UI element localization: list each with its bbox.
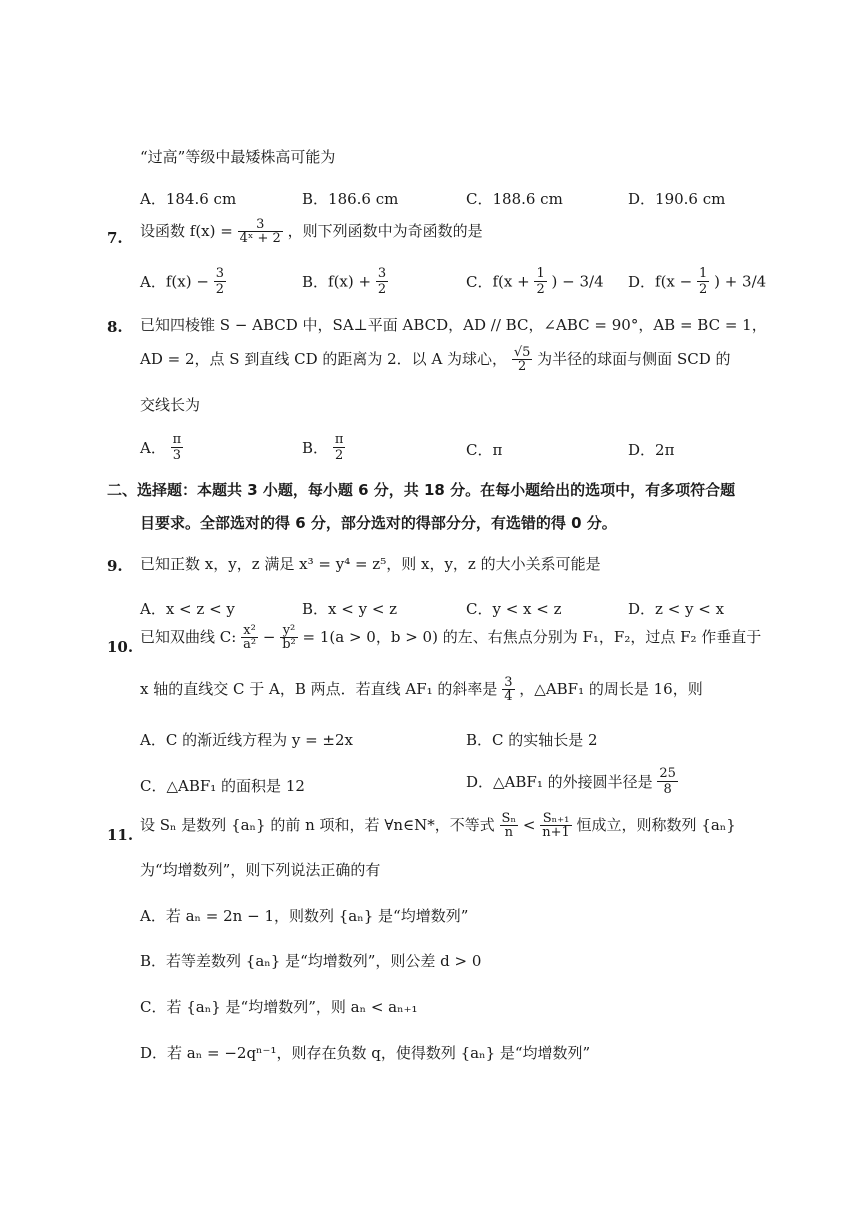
q9-stem: 已知正数 x，y，z 满足 x³ = y⁴ = z⁵，则 x，y，z 的大小关系可能是 bbox=[140, 555, 601, 573]
q10-frac-y-num: y² bbox=[280, 624, 298, 638]
q7-opt-c-den: 2 bbox=[536, 282, 545, 297]
q7-frac-den: 4ˣ + 2 bbox=[239, 231, 281, 246]
q9-option-a: A．x < z < y bbox=[140, 600, 235, 618]
q7-stem-post: ，则下列函数中为奇函数的是 bbox=[287, 222, 483, 240]
q9-option-b: B．x < y < z bbox=[302, 600, 398, 618]
q11-line1-mid: < bbox=[522, 816, 536, 834]
q7-opt-c-post: ) − 3/4 bbox=[551, 272, 604, 291]
q7-stem-pre: 设函数 f(x) = bbox=[140, 222, 233, 240]
q8-line1: 已知四棱锥 S − ABCD 中，SA⊥平面 ABCD，AD // BC，∠ABC = 90°，AB = BC = 1， bbox=[140, 316, 767, 334]
q8-opt-b-label: B． bbox=[302, 439, 329, 457]
q9-option-d: D．z < y < x bbox=[628, 600, 725, 618]
q11-frac-right-num: Sₙ₊₁ bbox=[540, 812, 572, 826]
q11-frac-left-den: n bbox=[504, 825, 513, 840]
q9-number: 9. bbox=[107, 557, 123, 575]
q7-option-a bbox=[140, 266, 226, 297]
q10-frac-x-num: x² bbox=[241, 624, 258, 638]
q8-option-b bbox=[302, 432, 345, 463]
q8-radius-den: 2 bbox=[517, 359, 527, 374]
q7-stem bbox=[140, 218, 483, 245]
q11-frac-left bbox=[500, 812, 519, 839]
q11-option-a: A．若 aₙ = 2n − 1，则数列 {aₙ} 是“均增数列” bbox=[140, 907, 469, 925]
q10-opt-d-frac bbox=[657, 766, 678, 797]
q11-line1 bbox=[140, 812, 736, 839]
q10-frac-x bbox=[241, 624, 258, 651]
q11-option-c: C．若 {aₙ} 是“均增数列”，则 aₙ < aₙ₊₁ bbox=[140, 998, 418, 1016]
q8-option-c bbox=[466, 439, 502, 460]
q7-opt-d-num: 1 bbox=[699, 266, 708, 281]
q10-option-c: C．△ABF₁ 的面积是 12 bbox=[140, 777, 305, 795]
q8-number: 8. bbox=[107, 318, 123, 336]
q10-option-a: A．C 的渐近线方程为 y = ±2x bbox=[140, 731, 353, 749]
q8-opt-a-den: 3 bbox=[172, 448, 182, 463]
q10-slope-den: 4 bbox=[504, 689, 513, 704]
q7-opt-b-num: 3 bbox=[377, 266, 387, 281]
q11-number: 11. bbox=[107, 826, 134, 844]
q7-opt-b-den: 2 bbox=[377, 282, 387, 297]
q10-frac-x-den: a² bbox=[243, 637, 257, 652]
q7-opt-c-label: C． bbox=[466, 273, 493, 291]
section2-heading-cont: 目要求。全部选对的得 6 分，部分选对的得部分分，有选错的得 0 分。 bbox=[140, 514, 617, 532]
q8-opt-c-text: π bbox=[492, 441, 503, 459]
q7-opt-d-frac bbox=[697, 266, 709, 297]
q7-frac-num: 3 bbox=[238, 218, 283, 232]
q10-slope-frac bbox=[502, 676, 514, 703]
q8-radius-frac bbox=[512, 346, 533, 373]
q11-option-d: D．若 aₙ = −2qⁿ⁻¹，则存在负数 q，使得数列 {aₙ} 是“均增数列” bbox=[140, 1044, 591, 1062]
q10-line2-pre: x 轴的直线交 C 于 A，B 两点．若直线 AF₁ 的斜率是 bbox=[140, 680, 498, 698]
q6-option-b: B．186.6 cm bbox=[302, 190, 399, 208]
q7-opt-d-den: 2 bbox=[699, 282, 708, 297]
q7-opt-d-post: ) + 3/4 bbox=[714, 272, 767, 291]
q7-opt-b-pre: f(x) + bbox=[328, 272, 372, 291]
q7-opt-a-label: A． bbox=[140, 273, 166, 291]
q10-line2-post: ，△ABF₁ 的周长是 16，则 bbox=[519, 680, 703, 698]
q11-frac-right bbox=[540, 812, 572, 839]
q8-opt-a-label: A． bbox=[140, 439, 166, 457]
q6-continuation: “过高”等级中最矮株高可能为 bbox=[140, 148, 336, 166]
q7-option-c bbox=[466, 266, 604, 297]
q8-opt-b-num: π bbox=[334, 432, 344, 447]
q7-opt-b-frac bbox=[376, 266, 388, 297]
q10-line1: 已知双曲线 C: $\frac{\text{x²}}{\text{a²}}$ − $\frac{\text{y²}}{\text{b²}}$ = 1(a > 0，b > 0) 的左、右焦点分别为 F₁，F₂，过点 F₂ 作垂直于 bbox=[140, 623, 762, 652]
q7-option-b bbox=[302, 266, 388, 297]
q10-slope-num: 3 bbox=[504, 675, 513, 690]
q10-frac-y bbox=[280, 624, 298, 651]
q10-frac-y-den: b² bbox=[282, 637, 296, 652]
q8-opt-a-num: π bbox=[172, 432, 182, 447]
q10-opt-d-den: 8 bbox=[663, 782, 672, 797]
q11-frac-right-den: n+1 bbox=[542, 825, 570, 840]
q7-opt-d-label: D． bbox=[628, 273, 656, 291]
q8-option-a bbox=[140, 432, 183, 463]
section2-heading: 二、选择题：本题共 3 小题，每小题 6 分，共 18 分。在每小题给出的选项中，有多项符合题 bbox=[107, 481, 736, 499]
q10-option-d bbox=[466, 766, 678, 797]
q8-line2 bbox=[140, 346, 731, 373]
q7-option-d bbox=[628, 266, 766, 297]
q8-opt-a-frac bbox=[171, 432, 184, 463]
q7-opt-a-den: 2 bbox=[215, 282, 224, 297]
q8-opt-d-label: D． bbox=[628, 441, 656, 459]
q10-line2 bbox=[140, 676, 703, 703]
q10-number: 10. bbox=[107, 638, 134, 656]
q8-line3: 交线长为 bbox=[140, 396, 201, 414]
q7-opt-a-frac bbox=[214, 266, 226, 297]
q10-opt-d-num: 25 bbox=[659, 766, 676, 781]
q11-line2: 为“均增数列”，则下列说法正确的有 bbox=[140, 861, 381, 879]
q6-option-d: D．190.6 cm bbox=[628, 190, 726, 208]
q8-opt-b-frac bbox=[333, 432, 346, 463]
q8-line2-post: 为半径的球面与侧面 SCD 的 bbox=[537, 350, 731, 368]
q7-opt-b-label: B． bbox=[302, 273, 329, 291]
q6-option-a: A．184.6 cm bbox=[140, 190, 237, 208]
q8-radius-num: √5 bbox=[513, 345, 531, 360]
q7-fraction bbox=[238, 218, 283, 245]
q10-line1-pre: 已知双曲线 C: bbox=[140, 628, 237, 646]
q7-number: 7. bbox=[107, 229, 123, 247]
q8-opt-d-text: 2π bbox=[655, 441, 675, 459]
q7-opt-c-frac bbox=[534, 266, 546, 297]
q11-line1-post: 恒成立，则称数列 {aₙ} bbox=[576, 816, 736, 834]
q7-opt-a-pre: f(x) − bbox=[165, 272, 209, 291]
q7-opt-d-pre: f(x − bbox=[655, 272, 693, 291]
q9-option-c: C．y < x < z bbox=[466, 600, 562, 618]
q8-option-d bbox=[628, 439, 674, 460]
q11-line1-pre: 设 Sₙ 是数列 {aₙ} 的前 n 项和，若 ∀n∈N*，不等式 bbox=[140, 816, 495, 834]
q11-frac-left-num: Sₙ bbox=[501, 811, 517, 826]
q8-opt-b-den: 2 bbox=[334, 448, 344, 463]
q10-line1-post: = 1(a > 0，b > 0) 的左、右焦点分别为 F₁，F₂，过点 F₂ 作垂直于 bbox=[302, 628, 762, 646]
q8-opt-c-label: C． bbox=[466, 441, 493, 459]
q8-line2-pre: AD = 2，点 S 到直线 CD 的距离为 2．以 A 为球心， bbox=[140, 350, 508, 368]
q7-opt-c-num: 1 bbox=[536, 266, 545, 281]
q10-opt-d-pre: D．△ABF₁ 的外接圆半径是 bbox=[466, 773, 653, 791]
q7-opt-c-pre: f(x + bbox=[492, 272, 530, 291]
q11-option-b: B．若等差数列 {aₙ} 是“均增数列”，则公差 d > 0 bbox=[140, 952, 482, 970]
q10-option-b: B．C 的实轴长是 2 bbox=[466, 731, 598, 749]
q7-opt-a-num: 3 bbox=[215, 266, 224, 281]
q6-option-c: C．188.6 cm bbox=[466, 190, 563, 208]
